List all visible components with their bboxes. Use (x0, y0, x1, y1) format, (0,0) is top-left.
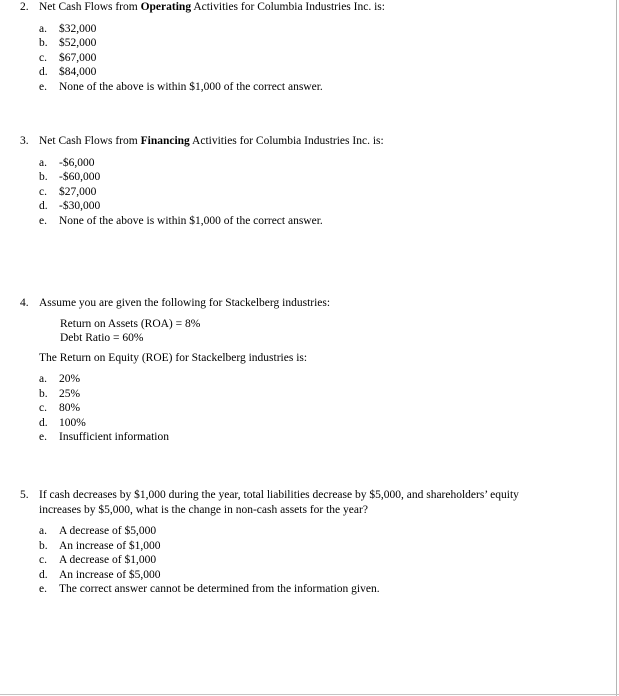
answer-option-e (39, 430, 590, 445)
given-debt-ratio: Debt Ratio = 60% (60, 332, 144, 344)
option-letter: b. (39, 171, 48, 183)
page-bottom-border (0, 694, 619, 695)
question-5 (20, 488, 590, 597)
option-letter: d. (39, 66, 48, 78)
answer-option-a (39, 372, 590, 387)
answer-option-a (39, 524, 590, 539)
option-letter: d. (39, 568, 48, 581)
answer-option-b (39, 170, 590, 185)
question-4 (20, 296, 590, 445)
question-number: 2. (20, 1, 29, 13)
answer-option-b (39, 36, 590, 51)
option-text: None of the above is within $1,000 of the correct answer. (59, 214, 323, 227)
option-text: $27,000 (59, 185, 97, 198)
answer-option-e (39, 80, 590, 95)
option-letter: a. (39, 373, 47, 385)
answer-option-e (39, 582, 590, 597)
option-text: -$6,000 (59, 156, 95, 169)
question-3 (20, 134, 590, 228)
option-letter: c. (39, 402, 47, 414)
question-number: 4. (20, 297, 29, 309)
answer-option-a (39, 156, 590, 171)
option-text: None of the above is within $1,000 of the correct answer. (59, 80, 323, 93)
option-text: An increase of $5,000 (59, 568, 161, 581)
option-text: An increase of $1,000 (59, 539, 161, 552)
answer-option-c (39, 401, 590, 416)
answer-option-d (39, 199, 590, 214)
option-letter: b. (39, 387, 48, 400)
option-text: 20% (59, 373, 81, 385)
question-stem (20, 0, 590, 15)
option-text: $67,000 (59, 51, 97, 64)
question-text-emphasis: Financing (140, 135, 190, 147)
option-text: A decrease of $1,000 (59, 554, 157, 566)
option-text: $84,000 (59, 66, 97, 78)
answer-options (20, 22, 590, 95)
answer-option-d (39, 416, 590, 431)
option-text: -$60,000 (59, 171, 101, 183)
question-prompt: The Return on Equity (ROE) for Stackelberg industries is: (39, 351, 308, 364)
answer-options (20, 524, 590, 597)
option-letter: e. (39, 214, 47, 227)
question-text: Assume you are given the following for Stackelberg industries: (39, 297, 331, 309)
answer-option-c (39, 185, 590, 200)
option-letter: b. (39, 539, 48, 552)
answer-option-b (39, 539, 590, 554)
option-text: 80% (59, 402, 81, 414)
option-letter: a. (39, 156, 47, 169)
answer-option-d (39, 65, 590, 80)
question-text-emphasis: Operating (140, 1, 192, 13)
option-letter: c. (39, 554, 47, 566)
question-number: 3. (20, 135, 29, 147)
answer-option-b (39, 387, 590, 402)
answer-option-d (39, 568, 590, 583)
option-letter: a. (39, 22, 47, 35)
option-text: Insufficient information (59, 431, 169, 443)
question-text-start: Net Cash Flows from (39, 135, 141, 147)
answer-option-e (39, 214, 590, 229)
question-stem (20, 134, 590, 149)
question-text-line-2: increases by $5,000, what is the change in non-cash assets for the year? (39, 503, 368, 516)
question-text-end: Activities for Columbia Industries Inc. is: (189, 135, 384, 147)
answer-option-c (39, 553, 590, 568)
option-text: 100% (59, 416, 86, 429)
option-text: A decrease of $5,000 (59, 525, 157, 537)
option-text: The correct answer cannot be determined from the information given. (59, 583, 380, 595)
question-2 (20, 0, 590, 94)
option-letter: d. (39, 200, 48, 212)
question-text-start: Net Cash Flows from (39, 1, 141, 13)
question-number: 5. (20, 489, 29, 501)
answer-option-c (39, 51, 590, 66)
option-text: $32,000 (59, 22, 97, 35)
option-letter: e. (39, 80, 47, 93)
option-letter: c. (39, 51, 47, 64)
option-text: $52,000 (59, 37, 97, 49)
option-letter: a. (39, 525, 47, 537)
option-text: 25% (59, 387, 81, 400)
option-letter: d. (39, 416, 48, 429)
answer-options (20, 372, 590, 445)
question-stem (20, 488, 590, 517)
option-text: -$30,000 (59, 200, 101, 212)
question-text-line-1: If cash decreases by $1,000 during the year, total liabilities decrease by $5,000, and shareholders’ equity (39, 489, 519, 501)
question-stem (20, 296, 590, 311)
answer-options (20, 156, 590, 229)
given-values (20, 317, 590, 346)
option-letter: e. (39, 583, 47, 595)
question-text-end: Activities for Columbia Industries Inc. is: (191, 1, 385, 13)
answer-option-a (39, 22, 590, 37)
page-right-border (616, 0, 617, 696)
option-letter: c. (39, 185, 47, 198)
given-roa: Return on Assets (ROA) = 8% (60, 317, 201, 330)
option-letter: b. (39, 37, 48, 49)
option-letter: e. (39, 431, 47, 443)
